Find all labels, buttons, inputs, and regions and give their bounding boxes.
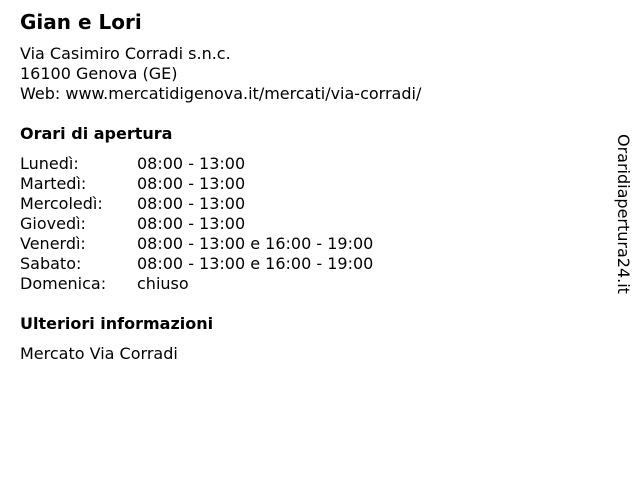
hours-value: 08:00 - 13:00 e 16:00 - 19:00 bbox=[137, 234, 374, 253]
opening-hours-title: Orari di apertura bbox=[20, 124, 173, 143]
hours-value: 08:00 - 13:00 bbox=[137, 214, 246, 233]
hours-value: 08:00 - 13:00 bbox=[137, 194, 246, 213]
hours-value: 08:00 - 13:00 e 16:00 - 19:00 bbox=[137, 254, 374, 273]
address-block bbox=[20, 44, 421, 104]
hours-row-monday bbox=[20, 154, 373, 174]
watermark bbox=[611, 134, 635, 310]
day-label: Mercoledì: bbox=[20, 194, 103, 213]
hours-row-wednesday bbox=[20, 194, 373, 214]
day-label: Martedì: bbox=[20, 174, 87, 193]
hours-value: 08:00 - 13:00 bbox=[137, 154, 246, 173]
website-text: Web: www.mercatidigenova.it/mercati/via-corradi/ bbox=[20, 84, 422, 103]
store-info-card bbox=[20, 0, 580, 480]
day-label: Venerdì: bbox=[20, 234, 86, 253]
more-info-text: Mercato Via Corradi bbox=[20, 344, 178, 363]
watermark-text: Oraridiapertura24.it bbox=[614, 134, 633, 294]
hours-row-saturday bbox=[20, 254, 373, 274]
hours-row-sunday bbox=[20, 274, 373, 294]
store-name: Gian e Lori bbox=[20, 10, 142, 34]
day-label: Lunedì: bbox=[20, 154, 79, 173]
more-info-title: Ulteriori informazioni bbox=[20, 314, 214, 333]
address-street: Via Casimiro Corradi s.n.c. bbox=[20, 44, 231, 63]
day-label: Domenica: bbox=[20, 274, 107, 293]
hours-row-tuesday bbox=[20, 174, 373, 194]
address-city: 16100 Genova (GE) bbox=[20, 64, 178, 83]
hours-row-friday bbox=[20, 234, 373, 254]
opening-hours-list bbox=[20, 154, 373, 294]
hours-value: 08:00 - 13:00 bbox=[137, 174, 246, 193]
day-label: Sabato: bbox=[20, 254, 82, 273]
day-label: Giovedì: bbox=[20, 214, 86, 233]
hours-row-thursday bbox=[20, 214, 373, 234]
hours-value: chiuso bbox=[137, 274, 189, 293]
